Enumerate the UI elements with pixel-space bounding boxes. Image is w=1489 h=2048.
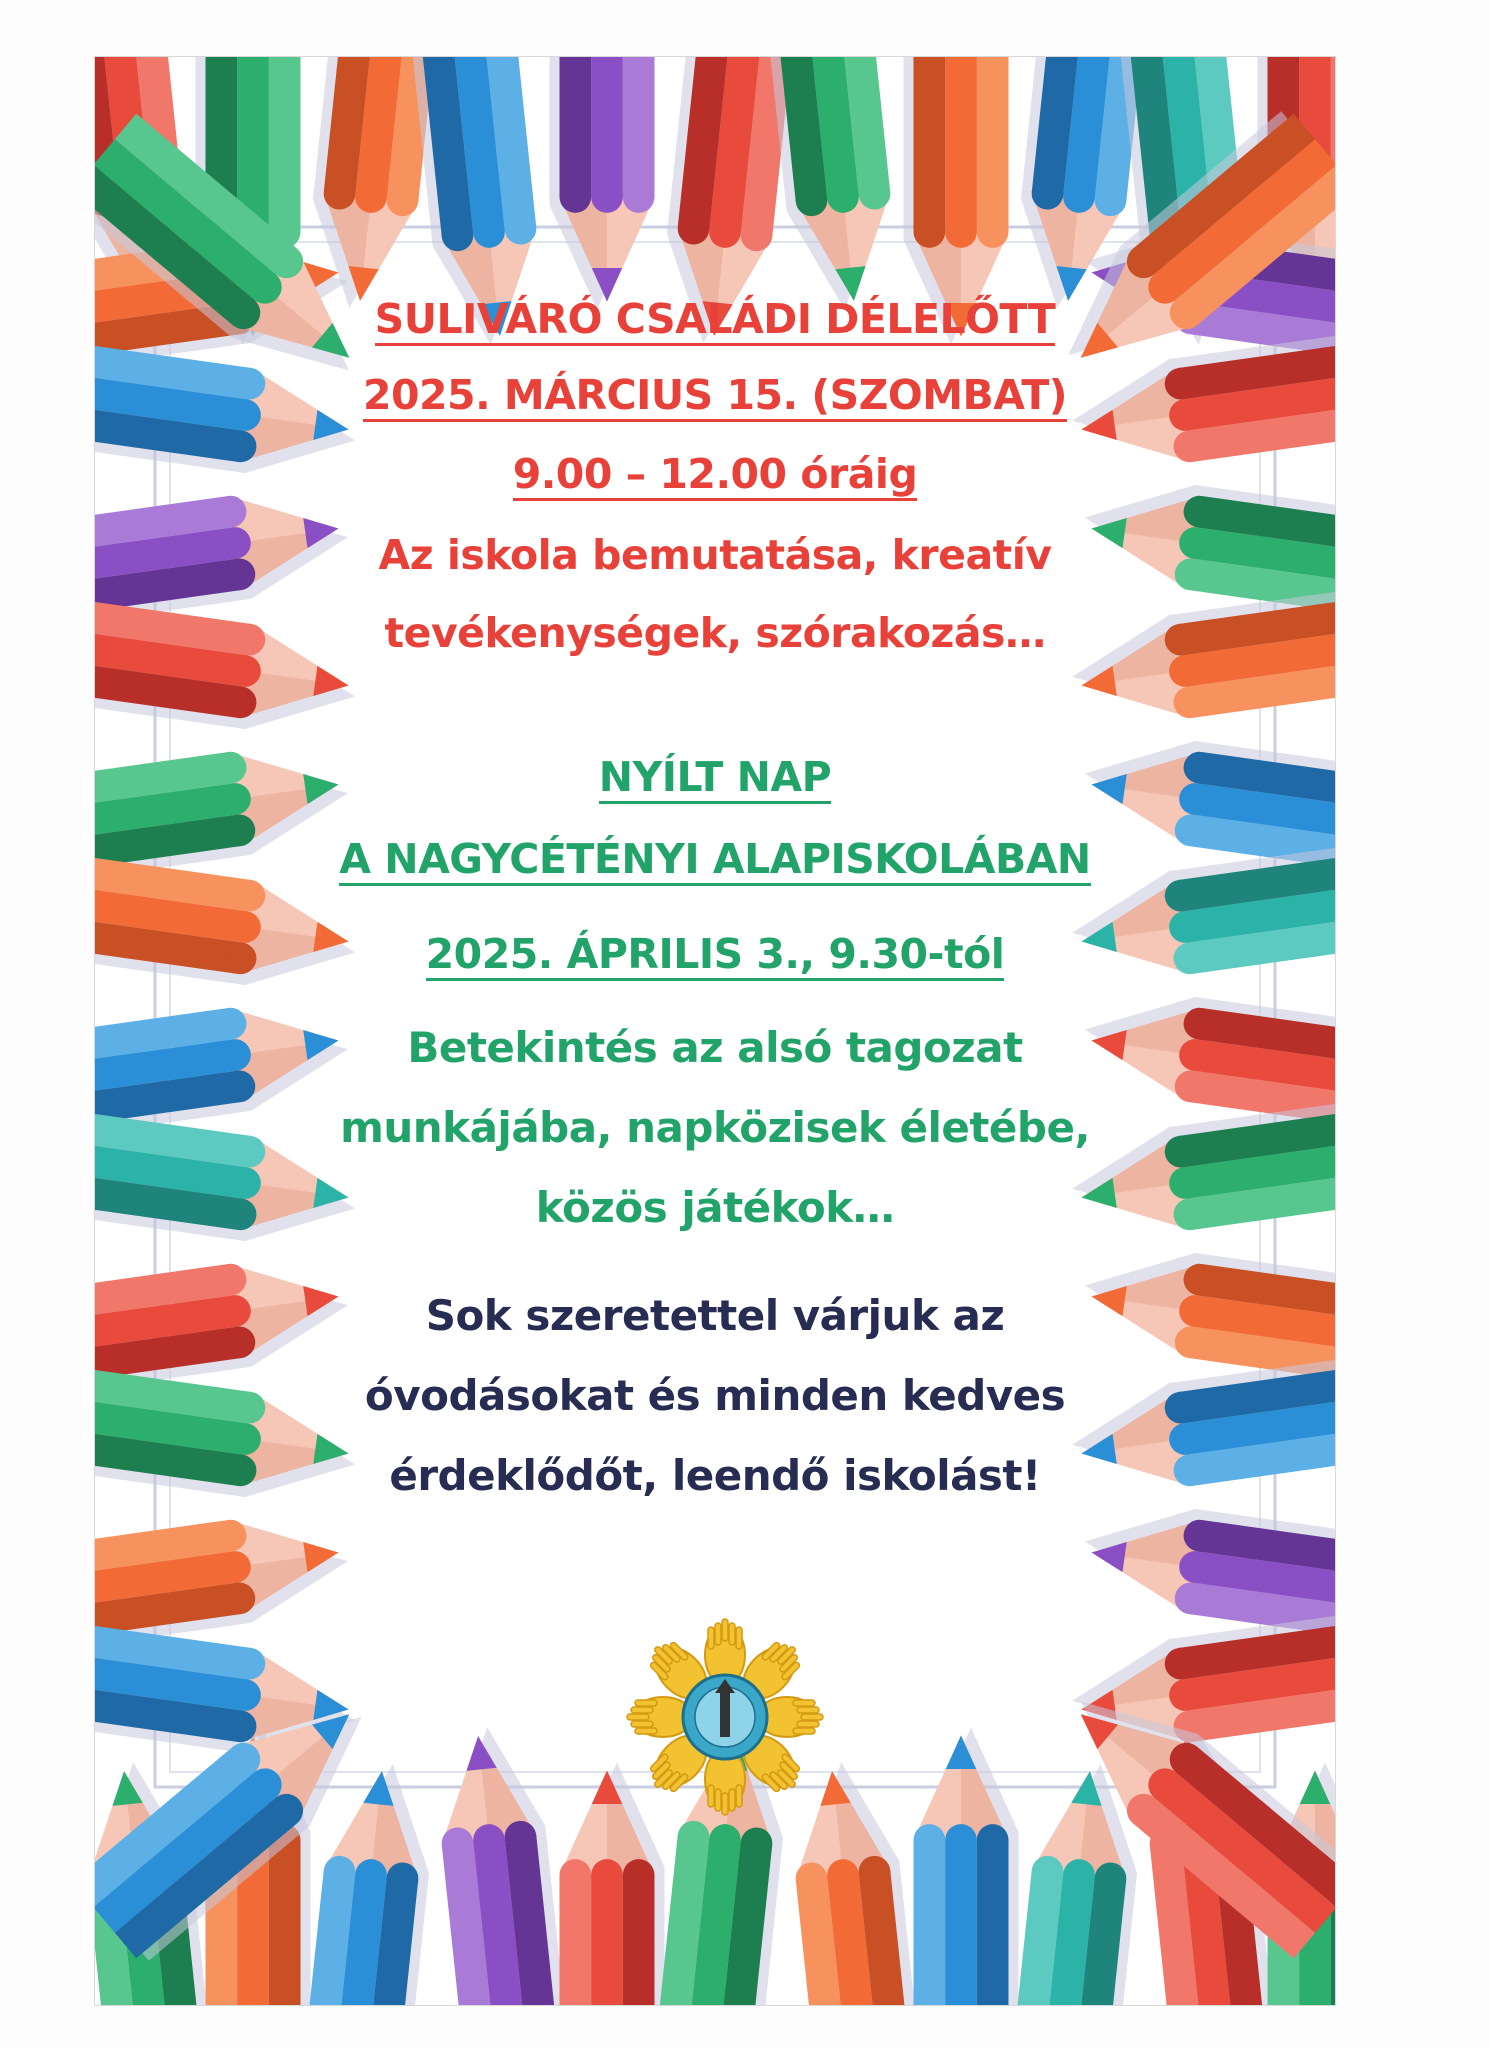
event2-title: NYÍLT NAP <box>95 757 1335 804</box>
flyer-content <box>95 57 1335 2005</box>
event2-description-line-1: Betekintés az alsó tagozat <box>407 1023 1023 1072</box>
event2-subtitle: A NAGYCÉTÉNYI ALAPISKOLÁBAN <box>95 839 1335 886</box>
school-emblem-icon <box>625 1617 825 1817</box>
event1-time: 9.00 – 12.00 óráig <box>95 454 1335 501</box>
pencil-frame <box>95 57 1335 2005</box>
event2-description-line-2: munkájába, napközisek életébe, <box>340 1103 1090 1152</box>
event1-description-line-1: Az iskola bemutatása, kreatív <box>378 531 1052 579</box>
event1-title: SULIVÁRÓ CSALÁDI DÉLELŐTT <box>95 299 1335 346</box>
event1-description-line-2: tevékenységek, szórakozás… <box>384 609 1046 657</box>
invitation-line-1: Sok szeretettel várjuk az <box>425 1291 1005 1340</box>
invitation-line-3: érdeklődőt, leendő iskolást! <box>389 1451 1041 1500</box>
invitation-line-2: óvodásokat és minden kedves <box>364 1371 1066 1420</box>
event2-description-line-3: közös játékok… <box>535 1183 895 1232</box>
event1-date: 2025. MÁRCIUS 15. (SZOMBAT) <box>95 375 1335 422</box>
event2-date: 2025. ÁPRILIS 3., 9.30-tól <box>95 934 1335 981</box>
